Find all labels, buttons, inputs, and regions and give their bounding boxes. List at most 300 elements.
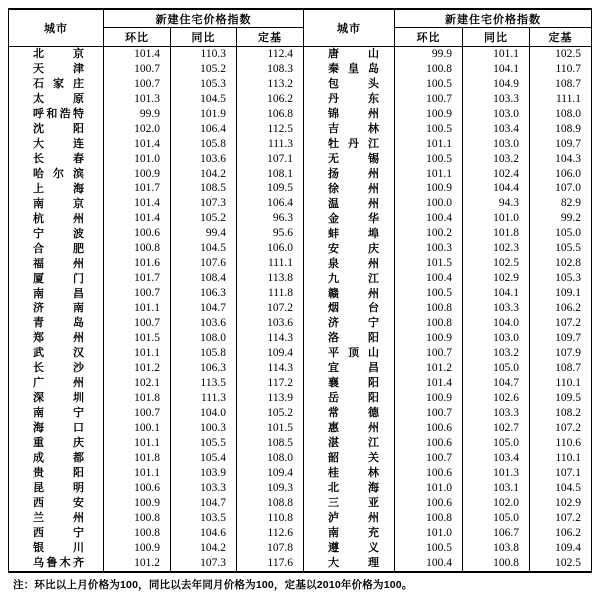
city-name: 天 津 — [33, 62, 84, 75]
mom-value-cell: 99.9 — [104, 107, 171, 122]
mom-value-cell: 100.8 — [104, 511, 171, 526]
yoy-value-cell: 103.6 — [171, 316, 237, 331]
fixed-base-value-cell: 106.2 — [555, 526, 581, 539]
mom-value-cell: 100.7 — [395, 346, 463, 361]
city-cell — [304, 77, 395, 92]
city-cell — [9, 481, 104, 496]
fixed-base-value-cell: 109.3 — [237, 481, 304, 496]
city-cell — [9, 511, 104, 526]
city-name: 烟 台 — [328, 302, 379, 315]
city-name: 兰 州 — [33, 512, 84, 525]
city-cell — [304, 227, 395, 242]
fixed-base-value-cell: 104.5 — [555, 481, 581, 494]
yoy-value-cell: 104.2 — [171, 541, 237, 556]
fixed-base-value-cell: 109.7 — [555, 332, 581, 345]
city-name: 呼 和 浩 特 — [33, 107, 84, 120]
city-name: 扬 州 — [328, 167, 379, 180]
header-city-left: 城市 — [9, 10, 104, 47]
city-cell — [304, 451, 395, 466]
yoy-value-cell: 99.4 — [171, 227, 237, 242]
city-cell — [304, 62, 395, 77]
mom-value-cell: 100.7 — [104, 62, 171, 77]
city-name: 福 州 — [33, 257, 84, 270]
city-name: 惠 州 — [328, 422, 379, 435]
mom-value-cell: 100.3 — [395, 242, 463, 257]
mom-value-cell: 101.4 — [395, 376, 463, 391]
yoy-value-cell: 102.9 — [463, 272, 530, 287]
yoy-value-cell: 103.4 — [463, 451, 530, 466]
city-name: 秦 皇 岛 — [328, 62, 379, 75]
yoy-value-cell: 101.9 — [171, 107, 237, 122]
yoy-value-cell: 102.4 — [463, 167, 530, 182]
fixed-base-value-cell: 106.0 — [237, 242, 304, 257]
city-cell — [304, 152, 395, 167]
yoy-value-cell: 103.5 — [171, 511, 237, 526]
city-name: 大 理 — [328, 557, 379, 569]
mom-value-cell: 101.3 — [104, 92, 171, 107]
yoy-value-cell: 103.3 — [463, 302, 530, 317]
mom-value-cell: 100.8 — [395, 316, 463, 331]
city-cell — [9, 316, 104, 331]
yoy-value-cell: 102.6 — [463, 391, 530, 406]
city-cell — [9, 406, 104, 421]
fixed-base-value-cell: 107.9 — [555, 347, 581, 360]
city-cell — [9, 212, 104, 227]
city-name: 牡 丹 江 — [328, 137, 379, 150]
fixed-base-value-cell: 108.7 — [555, 77, 581, 90]
header-mom-left: 环比 — [104, 28, 171, 47]
fixed-base-value-cell: 102.9 — [555, 496, 581, 509]
city-name: 郑 州 — [33, 332, 84, 345]
yoy-value-cell: 106.3 — [171, 361, 237, 376]
yoy-value-cell: 103.9 — [171, 466, 237, 481]
city-name: 昆 明 — [33, 482, 84, 495]
mom-value-cell: 99.9 — [395, 47, 463, 62]
yoy-value-cell: 105.0 — [463, 436, 530, 451]
yoy-value-cell: 107.6 — [171, 257, 237, 272]
yoy-value-cell: 108.5 — [171, 182, 237, 197]
yoy-value-cell: 101.8 — [463, 227, 530, 242]
fixed-base-value-cell: 109.5 — [555, 392, 581, 405]
mom-value-cell: 101.8 — [104, 391, 171, 406]
mom-value-cell: 101.0 — [395, 481, 463, 496]
yoy-value-cell: 103.1 — [463, 481, 530, 496]
mom-value-cell: 101.4 — [104, 47, 171, 62]
city-cell — [9, 47, 104, 62]
city-name: 宁 波 — [33, 227, 84, 240]
city-cell — [304, 47, 395, 62]
fixed-base-value-cell: 104.3 — [555, 152, 581, 165]
mom-value-cell: 100.7 — [104, 287, 171, 302]
city-cell — [9, 77, 104, 92]
fixed-base-value-cell: 110.1 — [555, 377, 581, 390]
fixed-base-value-cell: 110.6 — [555, 436, 581, 449]
fixed-base-value-cell: 101.5 — [237, 421, 304, 436]
fixed-base-value-cell: 117.6 — [237, 556, 304, 571]
mom-value-cell: 100.6 — [104, 227, 171, 242]
mom-value-cell: 100.7 — [395, 451, 463, 466]
yoy-value-cell: 108.4 — [171, 272, 237, 287]
city-cell — [304, 316, 395, 331]
fixed-base-value-cell: 105.3 — [555, 272, 581, 285]
city-cell — [304, 331, 395, 346]
yoy-value-cell: 104.5 — [171, 92, 237, 107]
fixed-base-value-cell: 113.8 — [237, 272, 304, 287]
mom-value-cell: 101.7 — [104, 272, 171, 287]
city-cell — [9, 556, 104, 571]
fixed-base-value-cell: 108.1 — [237, 167, 304, 182]
fixed-base-value-cell: 111.3 — [237, 137, 304, 152]
city-name: 济 宁 — [328, 317, 379, 330]
city-cell — [304, 421, 395, 436]
city-name: 沈 阳 — [33, 122, 84, 135]
mom-value-cell: 100.7 — [104, 77, 171, 92]
mom-value-cell: 101.4 — [104, 137, 171, 152]
city-name: 太 原 — [33, 92, 84, 105]
city-name: 南 充 — [328, 527, 379, 540]
city-cell — [304, 302, 395, 317]
yoy-value-cell: 103.0 — [463, 137, 530, 152]
city-name: 锦 州 — [328, 107, 379, 120]
yoy-value-cell: 113.5 — [171, 376, 237, 391]
yoy-value-cell: 103.2 — [463, 346, 530, 361]
city-name: 唐 山 — [328, 47, 379, 60]
fixed-base-value-cell: 82.9 — [560, 197, 581, 210]
mom-value-cell: 100.9 — [395, 391, 463, 406]
yoy-value-cell: 106.7 — [463, 526, 530, 541]
city-name: 九 江 — [328, 272, 379, 285]
yoy-value-cell: 103.2 — [463, 152, 530, 167]
city-cell — [304, 376, 395, 391]
city-cell — [304, 137, 395, 152]
city-cell — [9, 391, 104, 406]
city-cell — [9, 451, 104, 466]
city-name: 上 海 — [33, 182, 84, 195]
mom-value-cell: 100.1 — [104, 421, 171, 436]
mom-value-cell: 101.6 — [104, 257, 171, 272]
yoy-value-cell: 103.6 — [171, 152, 237, 167]
yoy-value-cell: 101.0 — [463, 212, 530, 227]
mom-value-cell: 100.5 — [395, 122, 463, 137]
mom-value-cell: 100.8 — [395, 511, 463, 526]
mom-value-cell: 100.9 — [104, 541, 171, 556]
fixed-base-value-cell: 109.4 — [555, 541, 581, 554]
city-name: 青 岛 — [33, 317, 84, 330]
fixed-base-value-cell: 112.4 — [237, 47, 304, 62]
fixed-base-value-cell: 105.0 — [555, 227, 581, 240]
city-cell — [9, 541, 104, 556]
mom-value-cell: 100.7 — [395, 92, 463, 107]
city-cell — [9, 122, 104, 137]
city-cell — [304, 466, 395, 481]
city-cell — [304, 92, 395, 107]
yoy-value-cell: 102.3 — [463, 242, 530, 257]
fixed-base-value-cell: 113.9 — [237, 391, 304, 406]
city-name: 武 汉 — [33, 347, 84, 360]
city-cell — [304, 346, 395, 361]
mom-value-cell: 101.1 — [395, 167, 463, 182]
city-name: 泸 州 — [328, 512, 379, 525]
city-name: 长 春 — [33, 152, 84, 165]
fixed-base-value-cell: 109.7 — [555, 137, 581, 150]
fixed-base-value-cell: 110.8 — [237, 511, 304, 526]
city-name: 包 头 — [328, 77, 379, 90]
fixed-base-value-cell: 114.3 — [237, 361, 304, 376]
city-name: 金 华 — [328, 212, 379, 225]
city-cell — [304, 182, 395, 197]
city-cell — [304, 481, 395, 496]
city-cell — [9, 346, 104, 361]
fixed-base-value-cell: 103.6 — [237, 316, 304, 331]
yoy-value-cell: 108.0 — [171, 331, 237, 346]
city-cell — [9, 436, 104, 451]
fixed-base-value-cell: 108.2 — [555, 407, 581, 420]
mom-value-cell: 100.9 — [395, 182, 463, 197]
mom-value-cell: 100.5 — [395, 541, 463, 556]
city-cell — [9, 287, 104, 302]
city-cell — [304, 361, 395, 376]
fixed-base-value-cell: 117.2 — [237, 376, 304, 391]
yoy-value-cell: 105.8 — [171, 346, 237, 361]
city-cell — [9, 257, 104, 272]
mom-value-cell: 101.2 — [104, 361, 171, 376]
mom-value-cell: 101.1 — [104, 436, 171, 451]
header-index-group-right: 新建住宅价格指数 — [395, 10, 591, 28]
mom-value-cell: 100.7 — [104, 406, 171, 421]
fixed-base-value-cell: 114.3 — [237, 331, 304, 346]
fixed-base-value-cell: 109.1 — [555, 287, 581, 300]
yoy-value-cell: 103.0 — [463, 331, 530, 346]
yoy-value-cell: 100.8 — [463, 556, 530, 571]
yoy-value-cell: 101.1 — [463, 47, 530, 62]
city-cell — [304, 257, 395, 272]
city-cell — [9, 526, 104, 541]
city-name: 哈 尔 滨 — [33, 167, 84, 180]
city-name: 长 沙 — [33, 362, 84, 375]
fixed-base-value-cell: 107.2 — [555, 511, 581, 524]
city-cell — [304, 212, 395, 227]
fixed-base-value-cell: 111.8 — [237, 287, 304, 302]
fixed-base-value-cell: 102.8 — [555, 257, 581, 270]
header-fixed-base-left: 定基 — [237, 28, 304, 47]
yoy-value-cell: 104.0 — [171, 406, 237, 421]
city-cell — [9, 421, 104, 436]
fixed-base-value-cell: 106.8 — [237, 107, 304, 122]
city-cell — [9, 182, 104, 197]
city-name: 杭 州 — [33, 212, 84, 225]
mom-value-cell: 100.7 — [395, 406, 463, 421]
yoy-value-cell: 105.4 — [171, 451, 237, 466]
yoy-value-cell: 100.3 — [171, 421, 237, 436]
city-name: 深 圳 — [33, 392, 84, 405]
city-cell — [304, 107, 395, 122]
fixed-base-value-cell: 106.4 — [237, 197, 304, 212]
yoy-value-cell: 102.0 — [463, 496, 530, 511]
yoy-value-cell: 105.0 — [463, 511, 530, 526]
mom-value-cell: 101.2 — [395, 361, 463, 376]
mom-value-cell: 100.6 — [395, 466, 463, 481]
city-name: 广 州 — [33, 377, 84, 390]
fixed-base-value-cell: 102.5 — [555, 556, 581, 569]
footnote: 注：环比以上月价格为100，同比以去年同月价格为100，定基以2010年价格为100。 — [13, 579, 413, 591]
fixed-base-value-cell: 108.9 — [555, 122, 581, 135]
city-cell — [304, 511, 395, 526]
mom-value-cell: 100.4 — [395, 272, 463, 287]
city-name: 吉 林 — [328, 122, 379, 135]
mom-value-cell: 101.1 — [104, 302, 171, 317]
mom-value-cell: 100.7 — [104, 316, 171, 331]
price-index-table — [8, 8, 592, 573]
mom-value-cell: 101.0 — [104, 152, 171, 167]
mom-value-cell: 102.0 — [104, 122, 171, 137]
city-name: 西 安 — [33, 497, 84, 510]
fixed-base-value-cell: 113.2 — [237, 77, 304, 92]
mom-value-cell: 100.8 — [395, 302, 463, 317]
city-cell — [9, 302, 104, 317]
fixed-base-value-cell: 111.1 — [237, 257, 304, 272]
fixed-base-value-cell: 109.4 — [237, 346, 304, 361]
mom-value-cell: 102.1 — [104, 376, 171, 391]
city-name: 安 庆 — [328, 242, 379, 255]
city-name: 蚌 埠 — [328, 227, 379, 240]
header-yoy-right: 同比 — [463, 28, 530, 47]
header-mom-right: 环比 — [395, 28, 463, 47]
mom-value-cell: 100.5 — [395, 152, 463, 167]
city-cell — [9, 242, 104, 257]
city-name: 南 京 — [33, 197, 84, 210]
mom-value-cell: 100.5 — [395, 287, 463, 302]
city-name: 石 家 庄 — [33, 77, 84, 90]
city-name: 湛 江 — [328, 437, 379, 450]
mom-value-cell: 100.2 — [395, 227, 463, 242]
fixed-base-value-cell: 108.3 — [237, 62, 304, 77]
city-name: 丹 东 — [328, 92, 379, 105]
city-cell — [9, 272, 104, 287]
fixed-base-value-cell: 109.4 — [237, 466, 304, 481]
yoy-value-cell: 105.3 — [171, 77, 237, 92]
fixed-base-value-cell: 105.2 — [237, 406, 304, 421]
fixed-base-value-cell: 96.3 — [237, 212, 304, 227]
mom-value-cell: 101.8 — [104, 451, 171, 466]
yoy-value-cell: 104.1 — [463, 62, 530, 77]
city-name: 襄 阳 — [328, 377, 379, 390]
fixed-base-value-cell: 106.2 — [555, 302, 581, 315]
fixed-base-value-cell: 105.5 — [555, 242, 581, 255]
city-cell — [9, 92, 104, 107]
mom-value-cell: 100.6 — [395, 436, 463, 451]
city-name: 北 海 — [328, 482, 379, 495]
yoy-value-cell: 104.2 — [171, 167, 237, 182]
yoy-value-cell: 106.4 — [171, 122, 237, 137]
mom-value-cell: 101.1 — [104, 346, 171, 361]
city-cell — [304, 391, 395, 406]
fixed-base-value-cell: 106.0 — [555, 167, 581, 180]
mom-value-cell: 100.4 — [395, 212, 463, 227]
yoy-value-cell: 103.3 — [171, 481, 237, 496]
yoy-value-cell: 106.3 — [171, 287, 237, 302]
city-name: 重 庆 — [33, 437, 84, 450]
mom-value-cell: 100.9 — [395, 331, 463, 346]
mom-value-cell: 100.9 — [104, 496, 171, 511]
mom-value-cell: 100.6 — [395, 421, 463, 436]
city-name: 徐 州 — [328, 182, 379, 195]
city-name: 南 昌 — [33, 287, 84, 300]
city-cell — [304, 541, 395, 556]
city-name: 合 肥 — [33, 242, 84, 255]
mom-value-cell: 100.5 — [395, 77, 463, 92]
fixed-base-value-cell: 110.7 — [555, 62, 581, 75]
city-cell — [9, 466, 104, 481]
city-cell — [304, 242, 395, 257]
mom-value-cell: 101.2 — [104, 556, 171, 571]
yoy-value-cell: 103.0 — [463, 107, 530, 122]
city-cell — [304, 167, 395, 182]
fixed-base-value-cell: 112.6 — [237, 526, 304, 541]
yoy-value-cell: 111.3 — [171, 391, 237, 406]
yoy-value-cell: 103.8 — [463, 541, 530, 556]
city-name: 北 京 — [33, 47, 84, 60]
city-cell — [9, 167, 104, 182]
fixed-base-value-cell: 108.8 — [237, 496, 304, 511]
yoy-value-cell: 103.3 — [463, 406, 530, 421]
mom-value-cell: 101.4 — [104, 212, 171, 227]
yoy-value-cell: 104.7 — [171, 496, 237, 511]
mom-value-cell: 101.5 — [395, 257, 463, 272]
yoy-value-cell: 105.2 — [171, 212, 237, 227]
fixed-base-value-cell: 99.2 — [560, 212, 581, 225]
city-name: 桂 林 — [328, 467, 379, 480]
city-name: 银 川 — [33, 542, 84, 555]
fixed-base-value-cell: 107.2 — [555, 422, 581, 435]
city-name: 南 宁 — [33, 407, 84, 420]
city-name: 温 州 — [328, 197, 379, 210]
city-cell — [304, 496, 395, 511]
header-index-group-left: 新建住宅价格指数 — [104, 10, 304, 28]
fixed-base-value-cell: 107.0 — [555, 182, 581, 195]
fixed-base-value-cell: 107.2 — [237, 302, 304, 317]
city-cell — [304, 197, 395, 212]
mom-value-cell: 100.4 — [395, 556, 463, 571]
city-name: 常 德 — [328, 407, 379, 420]
city-name: 成 都 — [33, 452, 84, 465]
yoy-value-cell: 103.3 — [463, 92, 530, 107]
city-cell — [9, 62, 104, 77]
mom-value-cell: 101.4 — [104, 197, 171, 212]
yoy-value-cell: 104.5 — [171, 242, 237, 257]
city-cell — [304, 287, 395, 302]
yoy-value-cell: 104.7 — [463, 376, 530, 391]
city-cell — [9, 496, 104, 511]
header-yoy-left: 同比 — [171, 28, 237, 47]
yoy-value-cell: 110.3 — [171, 47, 237, 62]
city-cell — [304, 436, 395, 451]
city-name: 平 顶 山 — [328, 347, 379, 360]
city-cell — [9, 152, 104, 167]
mom-value-cell: 101.0 — [395, 526, 463, 541]
city-name: 大 连 — [33, 137, 84, 150]
city-name: 厦 门 — [33, 272, 84, 285]
city-name: 宜 昌 — [328, 362, 379, 375]
yoy-value-cell: 107.3 — [171, 197, 237, 212]
mom-value-cell: 100.8 — [395, 62, 463, 77]
city-cell — [304, 556, 395, 571]
header-city-right: 城市 — [304, 10, 395, 47]
yoy-value-cell: 101.3 — [463, 466, 530, 481]
city-name: 无 锡 — [328, 152, 379, 165]
city-cell — [9, 197, 104, 212]
city-name: 岳 阳 — [328, 392, 379, 405]
city-name: 贵 阳 — [33, 467, 84, 480]
